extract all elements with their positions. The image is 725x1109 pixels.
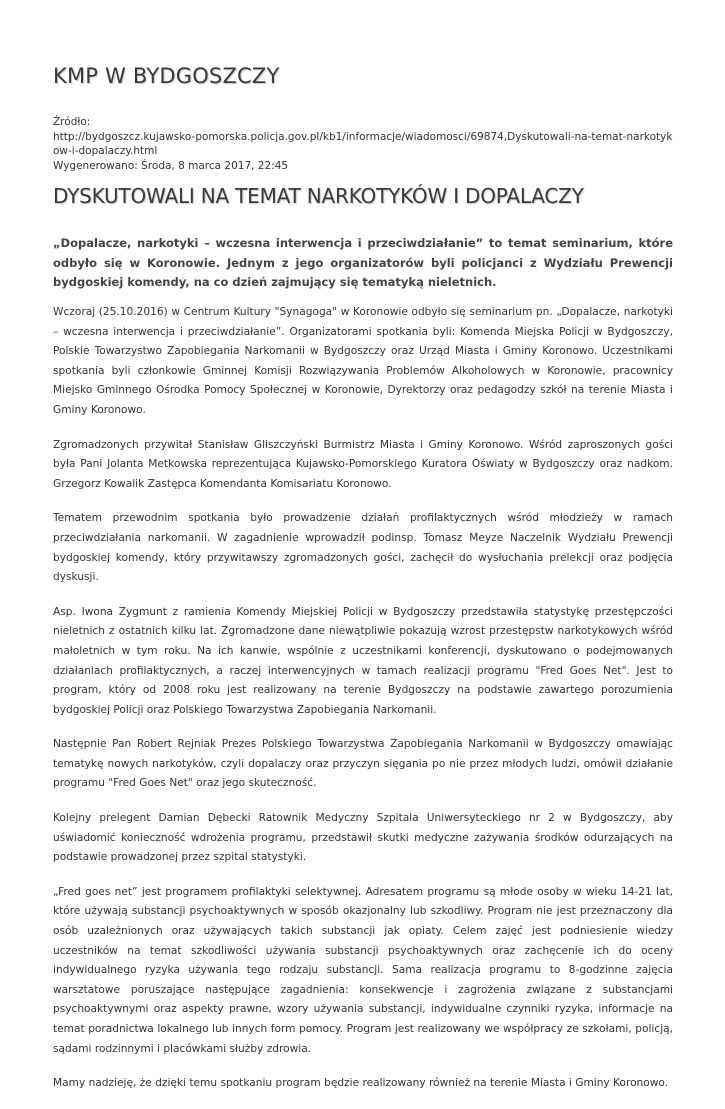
article-paragraph: Następnie Pan Robert Rejniak Prezes Polskiego Towarzystwa Zapobiegania Narkomanii w Bydgoszczy omawiając tematykę nowych narkotyków, czyli dopalaczy oraz przyczyn sięgania po nie przez młodych ludzi, omówił działanie programu "Fred Goes Net" oraz jego skuteczność. <box>53 738 673 790</box>
article-paragraph: „Fred goes net” jest programem profilaktyki selektywnej. Adresatem programu są młode osoby w wieku 14-21 lat, które używają substancji psychoaktywnych w sposób okazjonalny lub szkodliwy. Program nie jest przeznaczony dla osób uzależnionych oraz używających takich substancji jak opiaty. Celem zajęć jest podniesienie wiedzy uczestników na temat szkodliwości używania substancji psychoaktywnych oraz zachęcenie ich do oceny indywidualnego ryzyka używania tego rodzaju substancji. Sama realizacja programu to 8-godzinne zajęcia warsztatowe poruszające następujące zagadnienia: konsekwencje i zagrożenia związane z substancjami psychoaktywnymi oraz aspekty prawne, wzory używania substancji, indywidualne czynniki ryzyka, informacje na temat poradnictwa lokalnego lub innych form pomocy. Program jest realizowany we współpracy ze szkołami, policją, sądami rodzinnymi i placówkami służby zdrowia. <box>53 885 673 1055</box>
article-paragraph: Kolejny prelegent Damian Dębecki Ratownik Medyczny Szpitala Uniwersyteckiego nr 2 w Bydgoszczy, aby uświadomić konieczność wdrożenia programu, przedstawił skutki medyczne zażywania środków odurzających na podstawie prowadzonej przez szpital statystyki. <box>53 812 673 864</box>
article-paragraph: Tematem przewodnim spotkania było prowadzenie działań profilaktycznych wśród młodzieży w ramach przeciwdziałania narkomanii. W zagadnienie wprowadził podinsp. Tomasz Meyze Naczelnik Wydziału Prewencji bydgoskiej komendy, który przywitawszy zgromadzonych gości, zachęcił do wysłuchania prelekcji oraz podjęcia dyskusji. <box>53 512 673 584</box>
article-body <box>53 303 673 1109</box>
article-title: DYSKUTOWALI NA TEMAT NARKOTYKÓW I DOPALACZY <box>53 184 584 208</box>
article-paragraph: Mamy nadzieję, że dzięki temu spotkaniu program będzie realizowany również na terenie Miasta i Gminy Koronowo. <box>53 1077 669 1090</box>
article-paragraph: Wczoraj (25.10.2016) w Centrum Kultury "Synagoga" w Koronowie odbyło się seminarium pn. „Dopalacze, narkotyki – wczesna interwencja i przeciwdziałanie”. Organizatorami spotkania byli: Komenda Miejska Policji w Bydgoszczy, Polskie Towarzystwo Zapobiegania Narkomanii w Bydgoszczy oraz Urząd Miasta i Gminy Koronowo. Uczestnikami spotkania byli członkowie Gminnej Komisji Rozwiązywania Problemów Alkoholowych w Koronowie, pracownicy Miejsko Gminnego Ośrodka Pomocy Społecznej w Koronowie, Dyrektorzy oraz pedagodzy szkół na terenie Miasta i Gminy Koronowo. <box>53 306 673 416</box>
article-paragraph: Asp. Iwona Zygmunt z ramienia Komendy Miejskiej Policji w Bydgoszczy przedstawiła statystykę przestępczości nieletnich z ostatnich kilku lat. Zgromadzone dane niewątpliwie pokazują wzrost przestępstw narkotykowych wśród małoletnich w tym roku. Na ich kanwie, wspólnie z uczestnikami konferencji, dyskutowano o podejmowanych działaniach profilaktycznych, a raczej interwencyjnych w tamach realizacji programu "Fred Goes Net". Jest to program, który od 2008 roku jest realizowany na terenie Bydgoszczy na podstawie zawartego porozumienia bydgoskiej Policji oraz Polskiego Towarzystwa Zapobiegania Narkomanii. <box>53 605 673 716</box>
source-label: Źródło: <box>53 116 91 128</box>
article-paragraph: Zgromadzonych przywitał Stanisław Gliszczyński Burmistrz Miasta i Gminy Koronowo. Wśród zaproszonych gości była Pani Jolanta Metkowska reprezentująca Kujawsko-Pomorskiego Kuratora Oświaty w Bydgoszczy oraz nadkom. Grzegorz Kowalik Zastępca Komendanta Komisariatu Koronowo. <box>53 438 673 490</box>
source-meta <box>53 115 675 173</box>
article-lead: „Dopalacze, narkotyki – wczesna interwencja i przeciwdziałanie” to temat seminarium, które odbyło się w Koronowie. Jednym z jego organizatorów byli policjanci z Wydziału Prewencji bydgoskiej komendy, na co dzień zajmujący się tematyką nieletnich. <box>53 236 673 289</box>
site-title: KMP W BYDGOSZCZY <box>53 64 280 88</box>
source-url[interactable]: http://bydgoszcz.kujawsko-pomorska.policja.gov.pl/kb1/informacje/wiadomosci/69874,Dyskutowali-na-temat-narkotykow-i-dopalaczy.html <box>53 130 673 158</box>
generated-timestamp: Wygenerowano: Środa, 8 marca 2017, 22:45 <box>53 159 289 172</box>
